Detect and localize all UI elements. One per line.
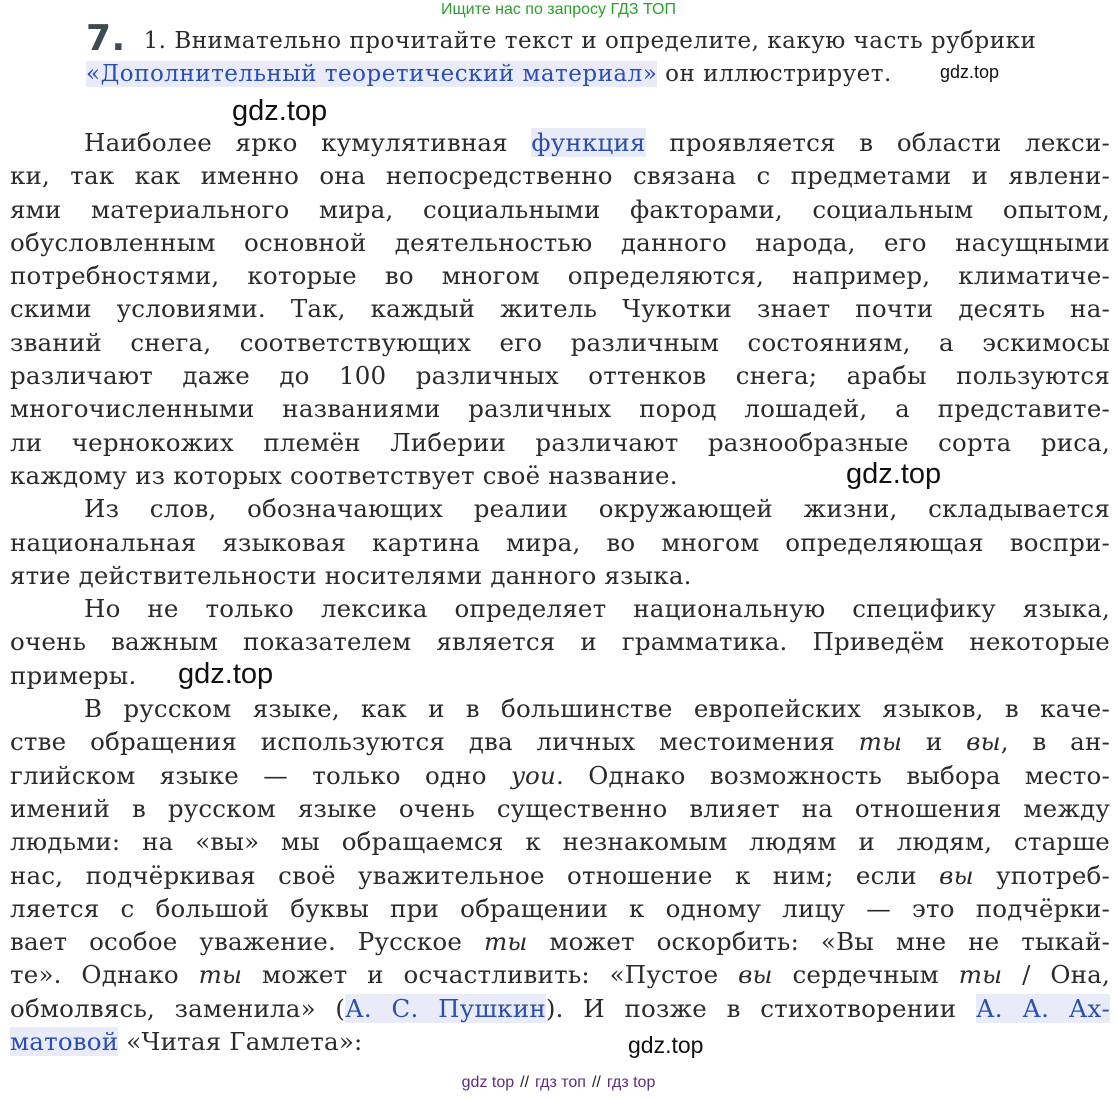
text-line: вает особое уважение. Русское ты может оскорбить: «Вы мне не тыкай- [10,927,1110,957]
text-line: национальная языковая картина мира, во многом определяющая воспри- [10,527,1110,557]
footer-link[interactable]: gdz top [461,1074,515,1091]
text-line: имений в русском языке очень существенно влияет на отношения между [10,793,1110,823]
text-line: матовой «Читая Гамлета»: [10,1027,363,1057]
watermark: gdz.top [178,658,274,690]
task-number: 7. [86,18,126,59]
text-line: каждому из которых соответствует своё название. [10,460,678,490]
watermark: gdz.top [232,95,328,127]
footer [0,1074,1117,1092]
footer-separator: // [520,1074,530,1091]
author-link-akhmatova-cont[interactable]: матовой [10,1027,119,1057]
text-line: стве обращения используются два личных местоимения ты и вы, в ан- [10,727,1110,757]
subtask-number: 1. [143,28,167,54]
text-line: многочисленными названиями различных пород лошадей, а представите- [10,394,1110,424]
text-line: различают даже до 100 различных оттенков снега; арабы пользуются [10,361,1110,391]
text-line: ятие действительности носителями данного языка. [10,560,692,590]
author-link-pushkin[interactable]: А. С. Пушкин [345,993,546,1023]
text-line: ли чернокожих племён Либерии различают разнообразные сорта риса, [10,427,1110,457]
text-line: Наиболее ярко кумулятивная функция проявляется в области лекси- [84,128,1110,157]
text-line: потребностями, которые во многом определяются, например, климатиче- [10,261,1110,291]
text-line: ями материального мира, социальными факторами, социальным опытом, [10,194,1110,224]
text-line: примеры. [10,660,137,690]
rubric-link[interactable]: «Дополнительный теоретический материал» [86,61,658,87]
main-text [10,126,1110,1058]
watermark: gdz.top [628,1032,704,1058]
footer-link[interactable]: гдз top [606,1074,656,1091]
instruction-text-end: он иллюстрирует. [665,61,892,87]
text-line: ляется с большой буквы при обращении к одному лицу — это подчёрки- [10,893,1110,923]
text-line: ки, так как именно она непосредственно связана с предметами и явлени- [10,161,1110,191]
footer-separator: // [591,1074,601,1091]
text-line: скими условиями. Так, каждый житель Чукотки знает почти десять на- [10,294,1110,324]
watermark: gdz.top [940,62,1000,82]
watermark: gdz.top [846,458,942,490]
instruction-text: Внимательно прочитайте текст и определите, какую часть рубрики [174,28,1037,54]
term-link-function[interactable]: функция [531,128,646,157]
text-line: глийском языке — только одно you. Однако возможность выбора место- [10,760,1110,790]
text-line: обусловленным основной деятельностью данного народа, его насущными [10,227,1110,257]
text-line: очень важным показателем является и грамматика. Приведём некоторые [10,627,1110,657]
top-banner: Ищите нас по запросу ГДЗ ТОП [441,1,676,18]
text-line: нас, подчёркивая своё уважительное отношение к ним; если вы употреб- [10,860,1110,890]
footer-link[interactable]: гдз топ [535,1074,586,1091]
author-link-akhmatova[interactable]: А. А. Ах- [975,993,1110,1023]
text-line: Из слов, обозначающих реалии окружающей жизни, складывается [84,494,1110,524]
text-line: те». Однако ты может и осчастливить: «Пустое вы сердечным ты / Она, [10,960,1110,990]
text-line: званий снега, соответствующих его различным состояниям, а эскимосы [10,327,1110,357]
text-line: обмолвясь, заменила» (А. С. Пушкин). И позже в стихотворении А. А. Ах- [10,993,1110,1023]
text-line: В русском языке, как и в большинстве европейских языков, в каче- [84,694,1110,724]
text-line: людьми: на «вы» мы обращаемся к незнакомым людям и людям, старше [10,827,1110,857]
text-line: Но не только лексика определяет национальную специфику языка, [84,594,1110,624]
